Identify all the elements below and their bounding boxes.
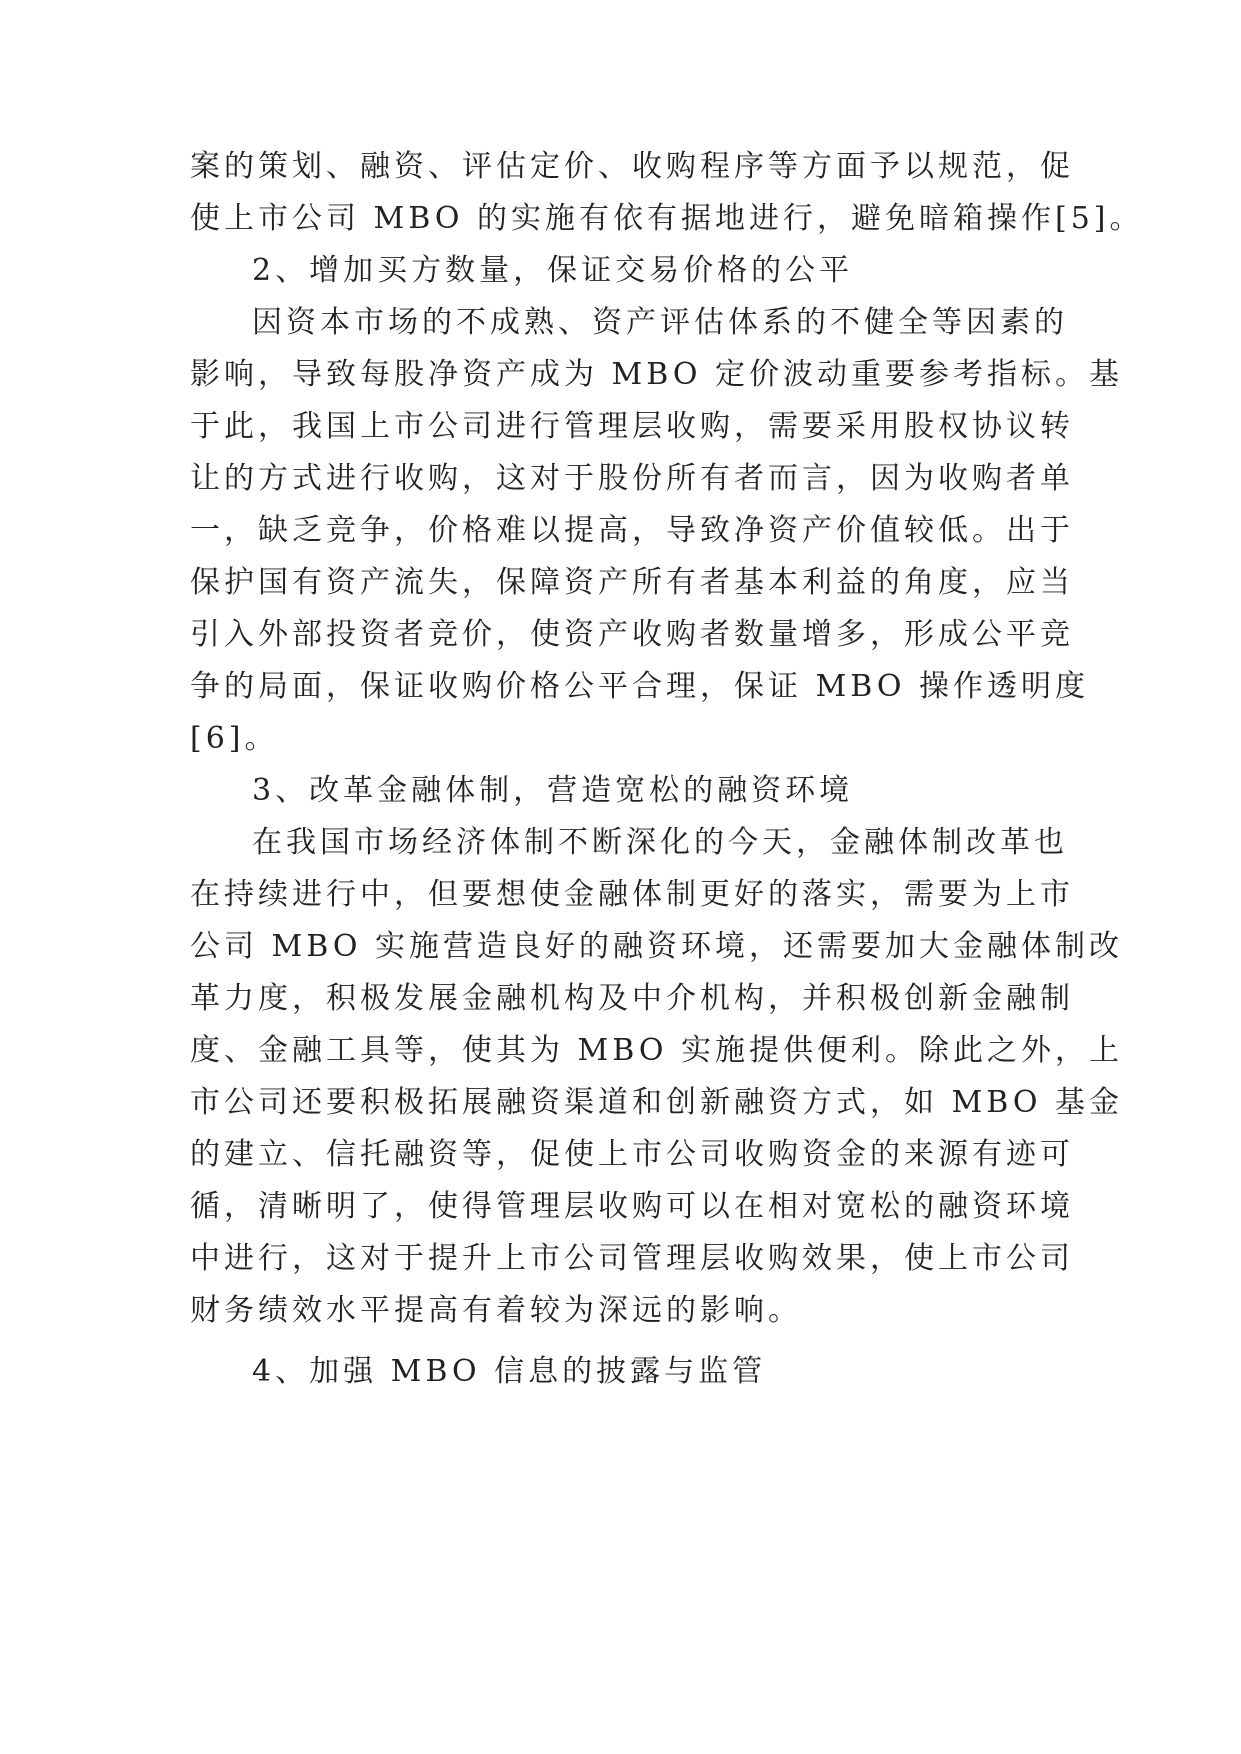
paragraph-line: [6]。	[190, 721, 279, 756]
paragraph-line: 中进行，这对于提升上市公司管理层收购效果，使上市公司	[190, 1241, 1074, 1276]
paragraph-line: 革力度，积极发展金融机构及中介机构，并积极创新金融制	[190, 981, 1074, 1016]
section-heading-4: 4、加强 MBO 信息的披露与监管	[252, 1354, 767, 1389]
paragraph-line: 使上市公司 MBO 的实施有依有据地进行，避免暗箱操作[5]。	[190, 201, 1144, 236]
paragraph-line: 保护国有资产流失，保障资产所有者基本利益的角度，应当	[190, 565, 1074, 600]
paragraph-line: 争的局面，保证收购价格公平合理，保证 MBO 操作透明度	[190, 669, 1089, 704]
paragraph-line: 一，缺乏竞争，价格难以提高，导致净资产价值较低。出于	[190, 513, 1074, 548]
section-heading-2: 2、增加买方数量，保证交易价格的公平	[252, 253, 854, 288]
paragraph-line: 引入外部投资者竞价，使资产收购者数量增多，形成公平竞	[190, 617, 1074, 652]
paragraph-line: 循，清晰明了，使得管理层收购可以在相对宽松的融资环境	[190, 1189, 1074, 1224]
section-heading-3: 3、改革金融体制，营造宽松的融资环境	[252, 773, 854, 808]
paragraph-line: 公司 MBO 实施营造良好的融资环境，还需要加大金融体制改	[190, 929, 1123, 964]
paragraph-line: 让的方式进行收购，这对于股份所有者而言，因为收购者单	[190, 461, 1074, 496]
paragraph-line: 财务绩效水平提高有着较为深远的影响。	[190, 1293, 802, 1328]
paragraph-line: 于此，我国上市公司进行管理层收购，需要采用股权协议转	[190, 409, 1074, 444]
paragraph-line: 度、金融工具等，使其为 MBO 实施提供便利。除此之外，上	[190, 1033, 1123, 1068]
paragraph-line: 在我国市场经济体制不断深化的今天，金融体制改革也	[252, 825, 1068, 860]
paragraph-line: 的建立、信托融资等，促使上市公司收购资金的来源有迹可	[190, 1137, 1074, 1172]
paragraph-line: 因资本市场的不成熟、资产评估体系的不健全等因素的	[252, 305, 1068, 340]
paragraph-line: 市公司还要积极拓展融资渠道和创新融资方式，如 MBO 基金	[190, 1085, 1123, 1120]
paragraph-line: 影响，导致每股净资产成为 MBO 定价波动重要参考指标。基	[190, 357, 1123, 392]
paragraph-line: 案的策划、融资、评估定价、收购程序等方面予以规范，促	[190, 149, 1074, 184]
paragraph-line: 在持续进行中，但要想使金融体制更好的落实，需要为上市	[190, 877, 1074, 912]
